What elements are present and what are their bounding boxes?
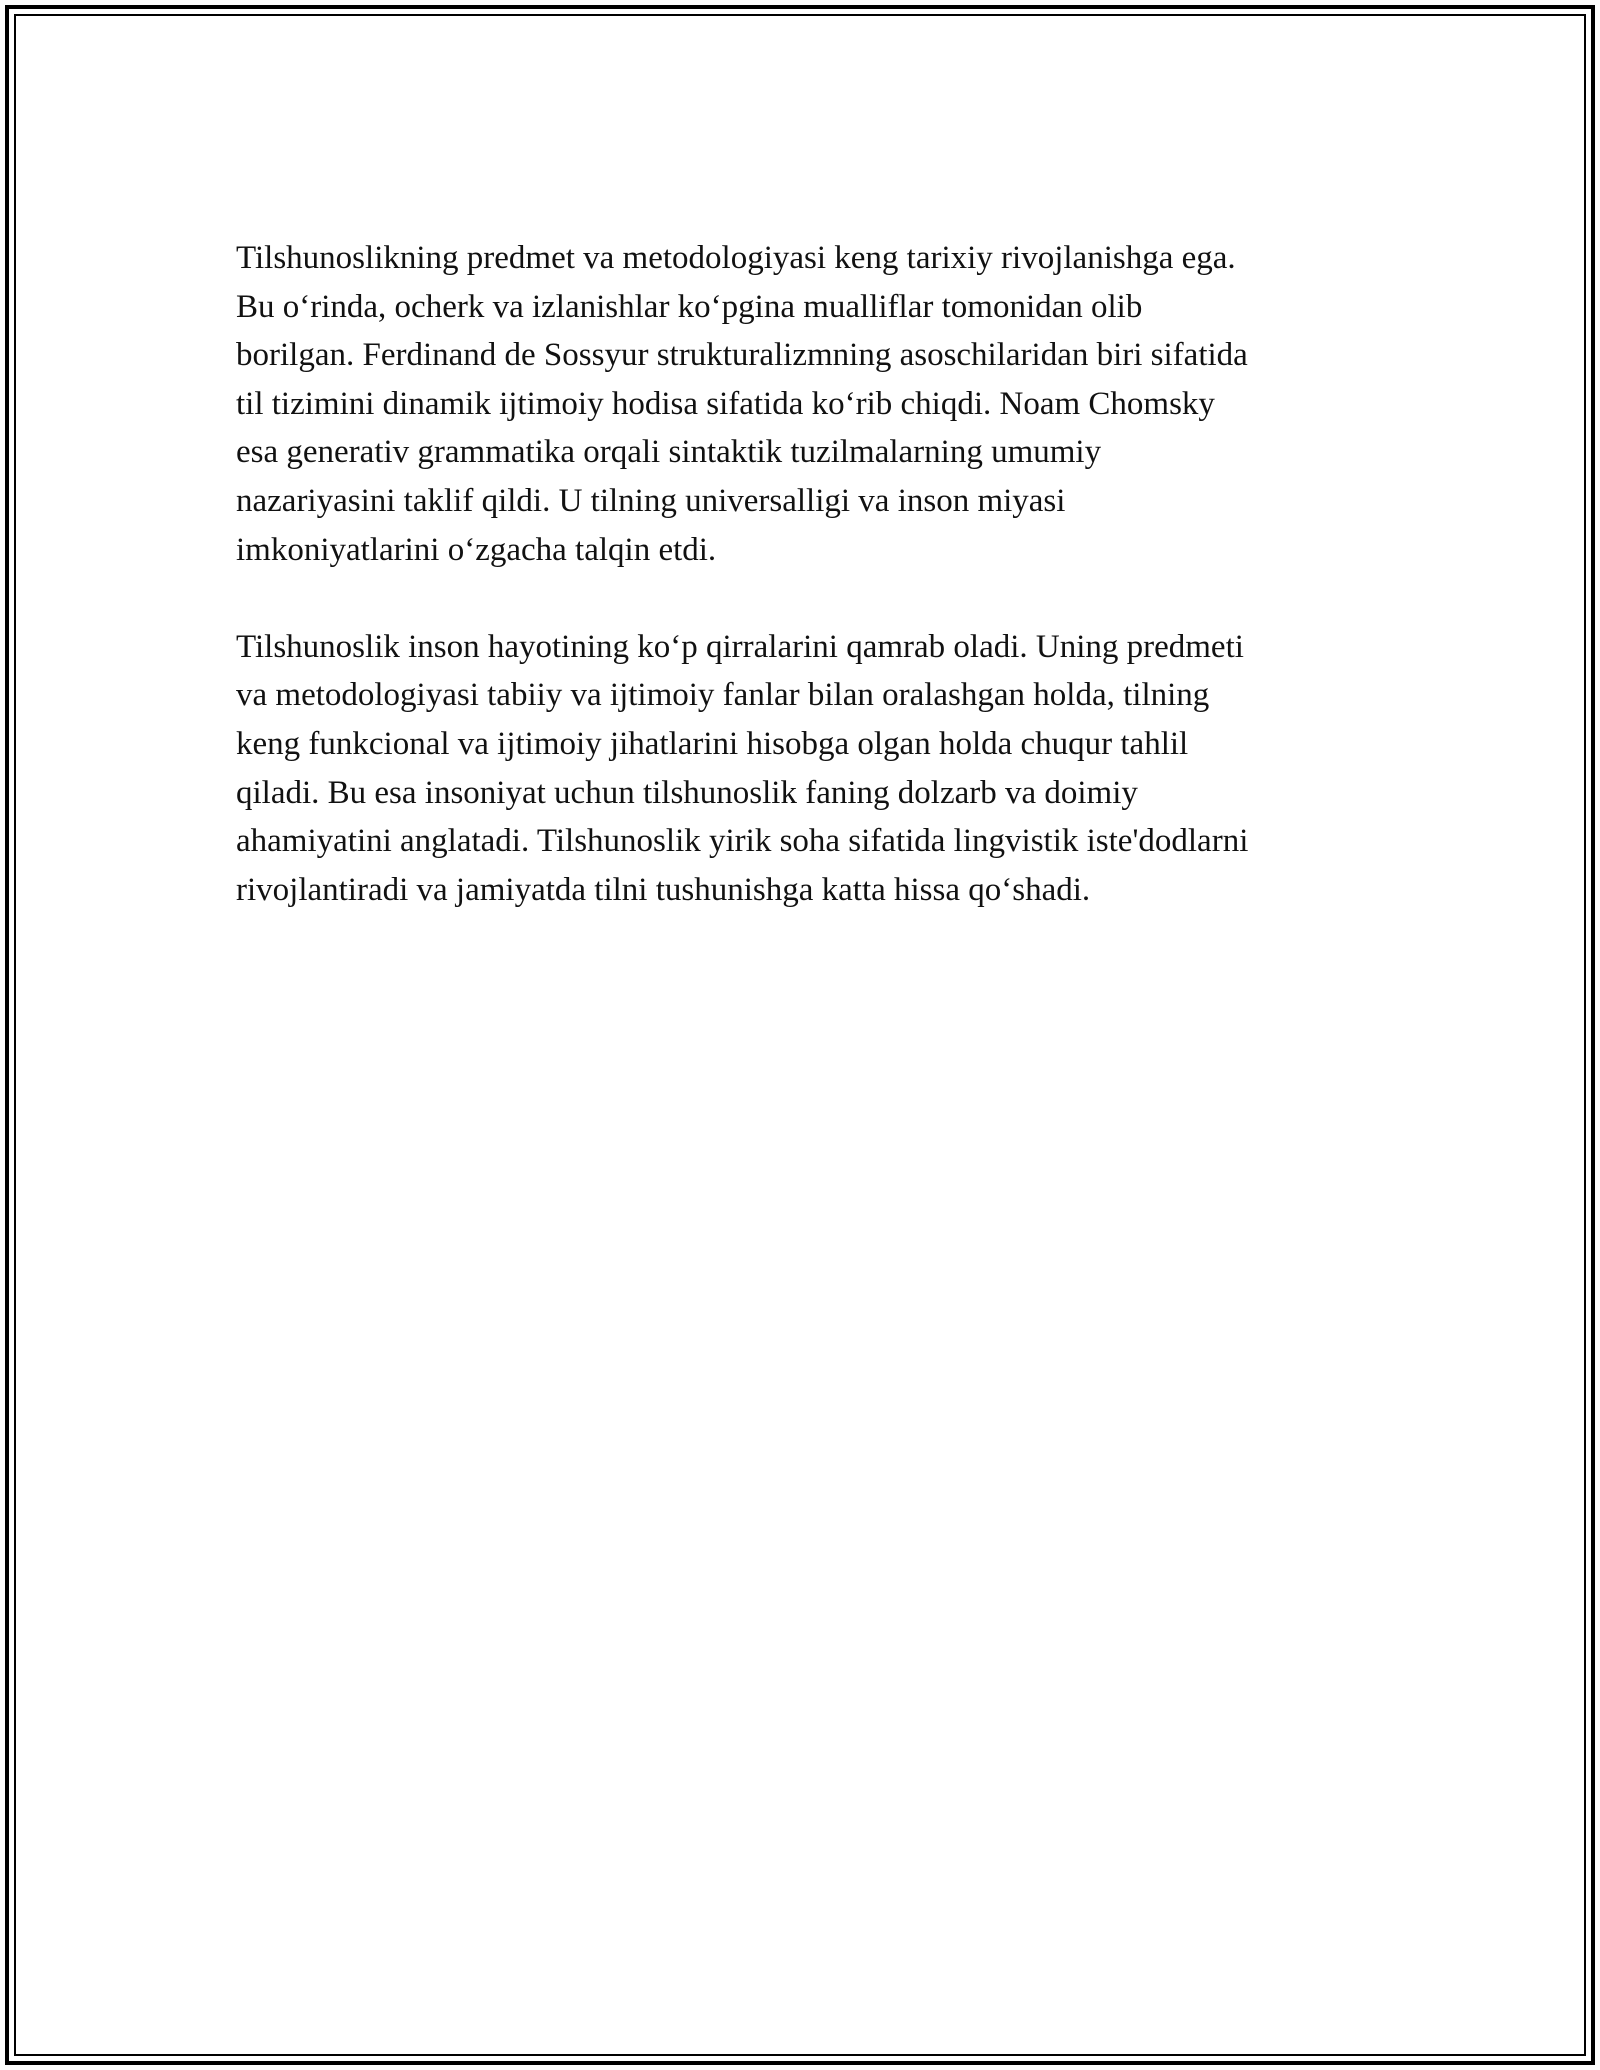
text-line: borilgan. Ferdinand de Sossyur strukturalizmning asoschilaridan biri sifatida	[236, 337, 1248, 374]
text-line: imkoniyatlarini o‘zgacha talqin etdi.	[236, 531, 717, 568]
text-line: Tilshunoslik inson hayotining ko‘p qirralarini qamrab oladi. Uning predmeti	[236, 628, 1244, 665]
text-line: nazariyasini taklif qildi. U tilning universalligi va inson miyasi	[236, 482, 1066, 519]
text-line: qiladi. Bu esa insoniyat uchun tilshunoslik faning dolzarb va doimiy	[236, 774, 1138, 811]
document-body	[236, 234, 1376, 963]
text-line: ahamiyatini anglatadi. Tilshunoslik yirik soha sifatida lingvistik iste'dodlarni	[236, 823, 1249, 860]
text-line: Bu o‘rinda, ocherk va izlanishlar ko‘pgina mualliflar tomonidan olib	[236, 288, 1143, 325]
text-line: til tizimini dinamik ijtimoiy hodisa sifatida ko‘rib chiqdi. Noam Chomsky	[236, 385, 1215, 422]
text-line: keng funkcional va ijtimoiy jihatlarini hisobga olgan holda chuqur tahlil	[236, 725, 1189, 762]
paragraph-2	[236, 623, 1376, 915]
text-line: va metodologiyasi tabiiy va ijtimoiy fanlar bilan oralashgan holda, tilning	[236, 677, 1210, 714]
paragraph-1	[236, 234, 1376, 574]
text-line: esa generativ grammatika orqali sintaktik tuzilmalarning umumiy	[236, 434, 1102, 471]
text-line: rivojlantiradi va jamiyatda tilni tushunishga katta hissa qo‘shadi.	[236, 871, 1091, 908]
text-line: Tilshunoslikning predmet va metodologiyasi keng tarixiy rivojlanishga ega.	[236, 240, 1236, 276]
